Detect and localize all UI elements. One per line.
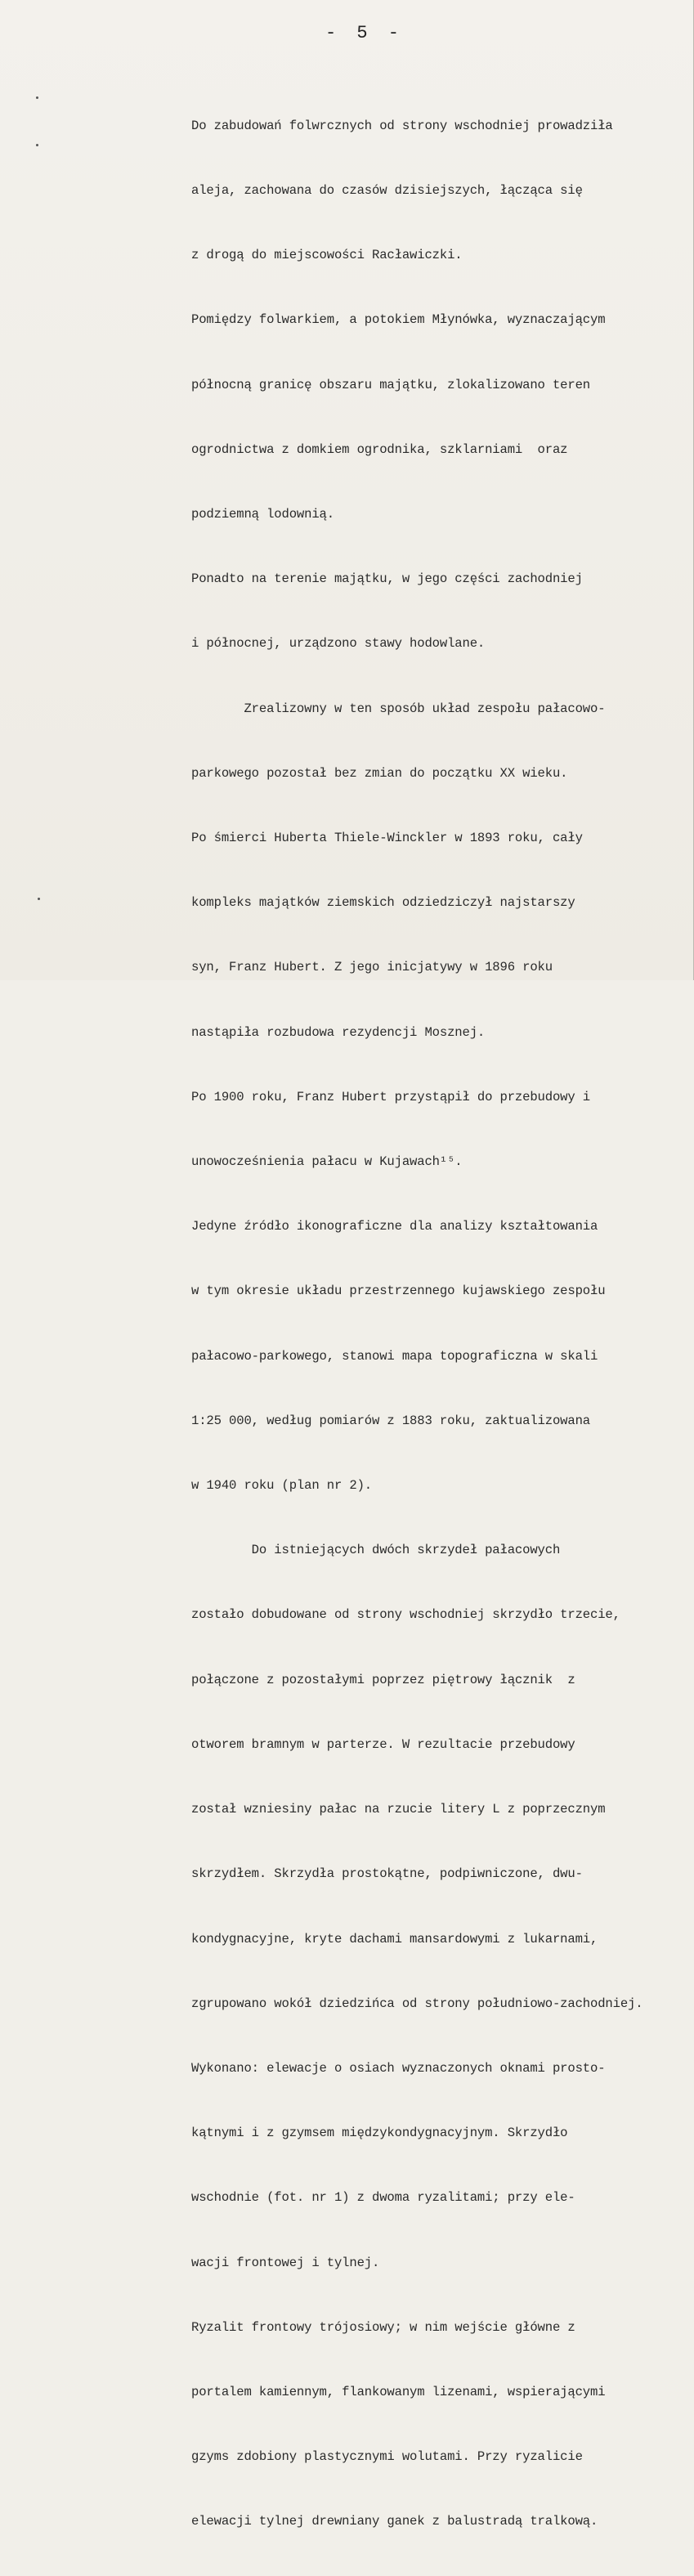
text-line: kompleks majątków ziemskich odziedziczył najstarszy bbox=[191, 895, 575, 911]
text-line: Do istniejących dwóch skrzydeł pałacowych bbox=[191, 1543, 561, 1558]
text-line: Zrealizowny w ten sposób układ zespołu pałacowo- bbox=[191, 701, 606, 716]
text-line: aleja, zachowana do czasów dzisiejszych, łącząca się bbox=[191, 183, 583, 199]
text-line: podziemną lodownią. bbox=[191, 507, 334, 522]
text-line: kondygnacyjne, kryte dachami mansardowymi z lukarnami, bbox=[191, 1931, 598, 1947]
text-line: zgrupowano wokół dziedzińca od strony południowo-zachodniej. bbox=[191, 1996, 643, 2011]
text-line: Ponadto na terenie majątku, w jego części zachodniej bbox=[191, 571, 583, 587]
text-line: otworem bramnym w parterze. W rezultacie przebudowy bbox=[191, 1736, 575, 1752]
body-text bbox=[191, 72, 682, 2576]
margin-mark bbox=[38, 898, 40, 900]
text-line: Pomiędzy folwarkiem, a potokiem Młynówka, wyznaczającym bbox=[191, 312, 606, 328]
text-line: unowocześnienia pałacu w Kujawach¹⁵. bbox=[191, 1154, 463, 1170]
text-line: połączone z pozostałymi poprzez piętrowy łącznik z bbox=[191, 1672, 575, 1687]
text-line: pałacowo-parkowego, stanowi mapa topograficzna w skali bbox=[191, 1348, 598, 1364]
text-line: został wzniesiny pałac na rzucie litery L z poprzecznym bbox=[191, 1802, 606, 1817]
text-line: z drogą do miejscowości Racławiczki. bbox=[191, 248, 463, 263]
text-line: elewacji tylnej drewniany ganek z balustradą tralkową. bbox=[191, 2514, 598, 2529]
text-line: północną granicę obszaru majątku, zlokalizowano teren bbox=[191, 377, 591, 392]
margin-mark bbox=[36, 144, 38, 146]
text-line: portalem kamiennym, flankowanym lizenami, wspierającymi bbox=[191, 2384, 606, 2399]
page-number: - 5 - bbox=[325, 23, 405, 43]
text-line: i północnej, urządzono stawy hodowlane. bbox=[191, 636, 486, 652]
text-line: ogrodnictwa z domkiem ogrodnika, szklarniami oraz bbox=[191, 441, 568, 457]
text-line: zostało dobudowane od strony wschodniej skrzydło trzecie, bbox=[191, 1607, 620, 1623]
text-line: gzyms zdobiony plastycznymi wolutami. Przy ryzalicie bbox=[191, 2449, 583, 2465]
text-line: Wykonano: elewacje o osiach wyznaczonych oknami prosto- bbox=[191, 2060, 606, 2076]
margin-mark bbox=[36, 96, 38, 99]
text-line: nastąpiła rozbudowa rezydencji Mosznej. bbox=[191, 1024, 486, 1040]
text-line: Jedyne źródło ikonograficzne dla analizy kształtowania bbox=[191, 1219, 598, 1234]
text-line: w 1940 roku (plan nr 2). bbox=[191, 1478, 372, 1494]
text-line: Do zabudowań folwrcznych od strony wschodniej prowadziła bbox=[191, 118, 613, 133]
text-line: skrzydłem. Skrzydła prostokątne, podpiwniczone, dwu- bbox=[191, 1866, 583, 1882]
text-line: wschodnie (fot. nr 1) z dwoma ryzalitami; przy ele- bbox=[191, 2190, 575, 2206]
text-line: Po śmierci Huberta Thiele-Winckler w 1893 roku, cały bbox=[191, 831, 583, 846]
text-line: wacji frontowej i tylnej. bbox=[191, 2255, 380, 2270]
text-line: parkowego pozostał bez zmian do początku XX wieku. bbox=[191, 765, 568, 781]
text-line: 1:25 000, według pomiarów z 1883 roku, zaktualizowana bbox=[191, 1413, 591, 1428]
text-line: kątnymi i z gzymsem międzykondygnacyjnym. Skrzydło bbox=[191, 2126, 568, 2141]
text-line: syn, Franz Hubert. Z jego inicjatywy w 1896 roku bbox=[191, 960, 553, 975]
text-line: Ryzalit frontowy trójosiowy; w nim wejście główne z bbox=[191, 2319, 575, 2335]
text-line: w tym okresie układu przestrzennego kujawskiego zespołu bbox=[191, 1284, 606, 1299]
text-line: Po 1900 roku, Franz Hubert przystąpił do przebudowy i bbox=[191, 1089, 591, 1104]
